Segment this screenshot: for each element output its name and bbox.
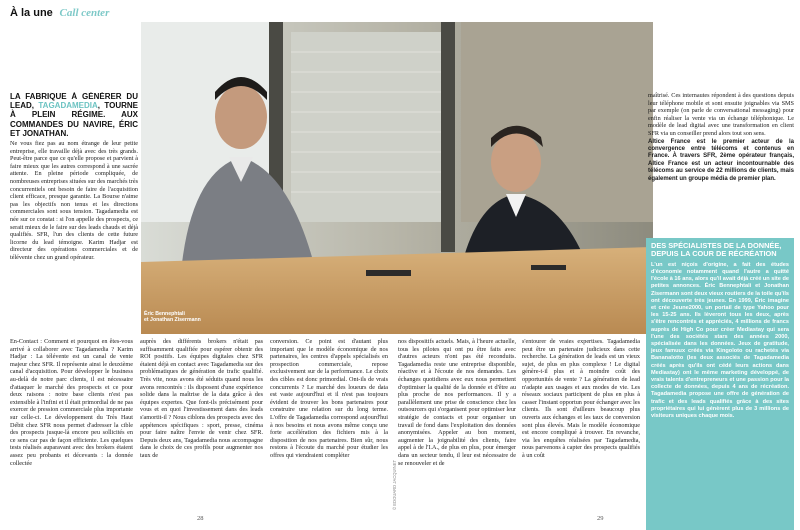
intro-body: Ne vous fiez pas au nom étrange de leur petite entreprise, elle travaille déjà avec des très grands. Peut-être parce que ce qu'elle propose et parvient à faire mieux que les autres correspond à une sacrée attente. En pleine période compliquée, de nombreuses entreprises situées sur des marchés très concurrentiels ont besoin de faire de l'acquisition client efficace, presque garantie. La Bourse n'aime pas les objectifs non tenus et les directions commerciales sont sous tension. Tagadamedia est née sur ce constat : si l'on appelle des prospects, ce serait mieux de le faire sur des leads chauds et déjà qualifiés. SFR, l'un des clients de cette future licorne du lead témoigne. Karim Hadjar est directeur des opérations commerciales et de télévente chez un grand opérateur. <box>10 140 138 261</box>
column-1 <box>10 338 133 516</box>
column-2-body: auprès des différents brokers n'était pas suffisamment qualifiée pour espérer obtenir des ROI positifs. Les équipes digitales chez SFR étaient déjà en contact avec Tagadamedia sur des problématiques de génération de trafic qualifié. Très vite, nous avons été séduits quand nous les avons rencontrés : ils disposent d'une expérience solide dans la maîtrise de la data grâce à des équipes expertes. Que font-ils précisément pour vous et en quoi l'investissement dans des leads s'amortit-il ? Nous ciblons des prospects avec des appétences spécifiques : sport, presse, cinéma pour faire naître l'envie de venir chez SFR. Depuis deux ans, Tagadamedia nous accompagne dans le choix de ces profils pour augmenter nos taux de <box>140 338 263 459</box>
intro-title-brand: TAGADAMEDIA <box>38 101 98 111</box>
intro-title-pre: LA FABRIQUE À GÉNÉRER DU LEAD, <box>10 92 138 111</box>
interview-photo <box>141 22 653 334</box>
column-4-body: nos dispositifs actuels. Mais, à l'heure actuelle, tous les pilotes qui ont pu être faits avec d'autres acteurs n'ont pas été reconduits. Tagadamedia reste une entreprise disponible, réactive et à l'écoute de nos demandes. Les échanges quotidiens avec eux nous permettent d'optimiser la qualité de la donnée et d'être au plus proche de nos performances. Il y a parallèlement une prise de conscience chez les outsourcers qui s'organisent pour optimiser leur stratégie de contacts et pour organiser un travail de fond dans l'exploitation des données anonymisées. Appeler au bon moment, augmenter la joignabilité des clients, faire appel à de l'I.A., de plus en plus, pour émerger dans un secteur tendu, il leur est nécessaire de se renouveler et de <box>398 338 516 467</box>
right-column <box>648 92 794 236</box>
intro-column <box>10 92 138 330</box>
header-kicker: À la une <box>10 7 53 19</box>
sidebar-body: L'un est niçois d'origine, a fait des études d'économie notamment quand l'autre a quitté l'école à 16 ans, alors qu'il avait déjà créé un site de petites annonces. Éric Bennephtali et Jonathan Zisermann sont deux vieux routiers de la toile qu'ils ont découverte très jeunes. En 1999, Éric imagine et crée Jeune2000, un portail de type Yahoo pour les 15-25 ans. Ils lèveront tous les deux, après s'être rencontrés et appréciés, 4 millions de francs auprès de High Co pour créer Mediastay qui sera l'une des sociétés stars des années 2000, spécialisée dans les données. Jeux de gratitude, jeux famuux créés via Kingoloto ou rachetés via Bananalotto (les deux associés de Tagadamedia créés après qu'ils ont cédé leurs actions dans Mediastay) ont le même marketing développé, de vrais talents d'entrepreneurs et une passion pour la collecte de données, depuis 4 ans de récréation. Tagadamedia propose une offre de génération de trafic et des leads qualifiés grâce à des sites propriétaires qui lui génèrent plus de 3 millions de visiteurs uniques chaque mois. <box>651 261 789 420</box>
sidebar-title: DES SPÉCIALISTES DE LA DONNÉE, DEPUIS LA COUR DE RÉCRÉATION <box>651 241 782 259</box>
right-column-altice: Altice France est le premier acteur de la convergence entre télécoms et contenus en France. À travers SFR, 2ème opérateur français, Altice France est un acteur incontournable des télécoms au service de 22 millions de clients, mais également un groupe média de premier plan. <box>648 138 794 182</box>
founders-sidebar <box>646 238 794 530</box>
column-3 <box>270 338 388 516</box>
page-number-left: 28 <box>197 515 204 522</box>
column-3-body: conversion. Ce point est d'autant plus important que le modèle économique de nos partenaires, les centres d'appels spécialisés en prospection commerciale, repose exclusivement sur de la performance. Le choix des cibles est donc primordial. Ont-ils de vrais concurrents ? Le marché des loueurs de data est vaste aujourd'hui et il n'est pas toujours évident de trouver les bons partenaires pour construire une relation sur du long terme. L'offre de Tagadamedia correspond aujourd'hui à nos besoins et nous avons même conçu une forte accélération des fichiers mis à la disposition de nos partenaires. Bien sûr, nous restons à l'écoute du marché pour étudier les offres qui viendraient compléter <box>270 338 388 459</box>
column-2 <box>140 338 263 516</box>
page-header <box>10 4 109 22</box>
caption-line-2: et Jonathan Zisermann <box>144 317 201 323</box>
page-number-right: 29 <box>597 515 604 522</box>
column-1-body: En-Contact : Comment et pourquoi en êtes-vous arrivé à collaborer avec Tagadamedia ? Karim Hadjar : La télévente est un canal de vente majeur chez SFR. Il représente ainsi le deuxième canal d'acquisition. Pour développer le business au-delà de notre parc clients, il est nécessaire d'attaquer le marché des prospects et ce pour deux raisons : notre base clients n'est pas extensible à l'infini et il était primordial de ne pas exercer de pression commerciale plus importante sur celle-ci. Le développement du Très Haut Débit chez SFR nous permet d'adresser la cible des prospects jusque-là encore peu sollicités en ce sens car pas de façon efficiente. Les quelques tests réalisés auparavant avec des brokers étaient assez peu probants et décevants : la donnée collectée <box>10 338 133 467</box>
caption-line-1: Éric Bennephtali <box>144 311 185 317</box>
column-4 <box>398 338 516 516</box>
photo-credit: © EDOUARD JACQUINET <box>392 459 397 510</box>
column-5 <box>522 338 640 516</box>
right-column-body: maîtrisé. Ces internautes répondent à des questions depuis leur téléphone mobile et sont ensuite joignables via SMS par exemple (on parle de conversational messaging) pour enfin réaliser la vente via un échange téléphonique. Le modèle de lead digital avec une transformation en client SFR via un conseiller prend alors tout son sens. <box>648 92 794 137</box>
intro-title <box>10 92 138 138</box>
header-section: Call center <box>59 7 110 19</box>
column-5-body: s'entourer de vraies expertises. Tagadamedia peut être un partenaire judicieux dans cette recherche. La génération de leads est un vieux sujet, de plus en plus complexe ! Le digital génère-t-il plus et à moindre coût des opportunités de vente ? La génération de lead n'adapte aux usages et aux modes de vie. Les réseaux sociaux participent de plus en plus à casser l'instant opportun pour échanger avec les clients. Ils sont d'ailleurs beaucoup plus ouverts aux échanges et les taux de conversion sont plus élevés. Mais le modèle économique est encore compliqué à trouver. En revanche, via les enquêtes réalisées par Tagadamedia, nous parvenons à capter des prospects qualifiés à un coût <box>522 338 640 459</box>
intro-title-post: , TOURNE À PLEIN RÉGIME. AUX COMMANDES DU NAVIRE, ÉRIC ET JONATHAN. <box>10 101 138 138</box>
photo-caption <box>144 311 201 323</box>
photo-illustration <box>141 22 653 334</box>
